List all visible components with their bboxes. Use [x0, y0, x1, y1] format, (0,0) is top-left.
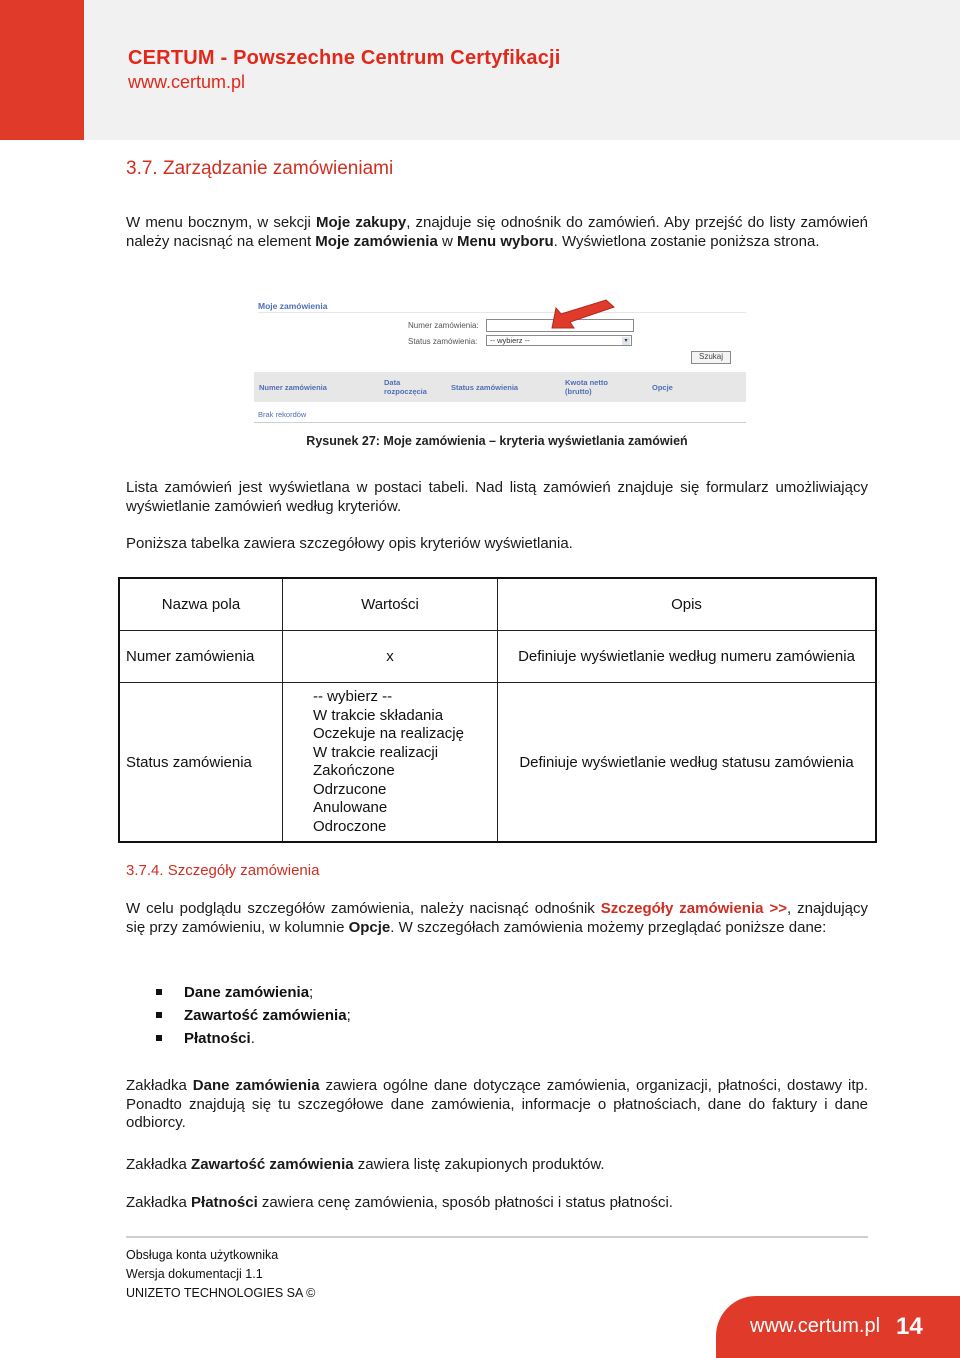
figure-divider: [258, 312, 746, 313]
footer-doc-title: Obsługa konta użytkownika: [126, 1248, 279, 1262]
status-select-value: -- wybierz --: [490, 336, 530, 345]
value-item: W trakcie realizacji: [313, 743, 439, 761]
header-band: [0, 0, 960, 140]
intro-paragraph: W menu bocznym, w sekcji Moje zakupy, znajduje się odnośnik do zamówień. Aby przejść do listy zamówień należy nacisnąć na element Moje zamówienia w Menu wyboru. Wyświetlona zostanie poniższa strona.: [126, 214, 869, 250]
subsection-title: 3.7.4. Szczegóły zamówienia: [126, 862, 320, 879]
col-start-date[interactable]: Data rozpoczęcia: [384, 378, 427, 396]
order-content-paragraph: Zakładka Zawartość zamówienia zawiera listę zakupionych produktów.: [126, 1156, 605, 1173]
col-options: Opcje: [652, 383, 673, 392]
footer-version: Wersja dokumentacji 1.1: [126, 1267, 263, 1281]
bullet-square-icon: [156, 989, 162, 995]
header-red-accent: [0, 0, 84, 140]
value-item: Anulowane: [313, 799, 388, 816]
header-field-name: Nazwa pola: [119, 578, 283, 631]
no-records-text: Brak rekordów: [258, 410, 307, 419]
search-button[interactable]: Szukaj: [691, 351, 731, 364]
figure-table-header: [254, 372, 746, 402]
table-header-row: [119, 578, 876, 631]
value-item: Oczekuje na realizację: [313, 725, 464, 742]
chevron-down-icon: ▾: [622, 337, 630, 345]
table-intro-paragraph: Poniższa tabelka zawiera szczegółowy opis kryteriów wyświetlania.: [126, 535, 573, 552]
value-item: Odrzucone: [313, 780, 387, 798]
order-data-paragraph: Zakładka Dane zamówienia zawiera ogólne dane dotyczące zamówienia, organizacji, płatności, dostawy itp. Ponadto znajdują się tu szczegółowe dane zamówienia, informacje o płatnościach, dane do faktury i dane odbiorcy.: [126, 1077, 868, 1131]
order-status-select[interactable]: [486, 335, 632, 346]
arrow-pointer-icon: [546, 298, 618, 330]
description-cell: Definiuje wyświetlanie według statusu zamówienia: [498, 683, 877, 843]
bullet-square-icon: [156, 1012, 162, 1018]
orders-screenshot: [250, 298, 746, 428]
order-details-link[interactable]: Szczegóły zamówienia >>: [600, 900, 787, 917]
criteria-table: [118, 577, 877, 843]
figure-bottom-line: [254, 422, 746, 423]
order-status-label: Status zamówienia:: [408, 337, 478, 346]
table-row: [119, 683, 876, 843]
value-item: Zakończone: [313, 762, 395, 779]
value-item: -- wybierz --: [313, 688, 393, 705]
figure-caption: Rysunek 27: Moje zamówienia – kryteria wyświetlania zamówień: [306, 434, 688, 448]
order-number-label: Numer zamówienia:: [408, 321, 479, 330]
brand-url[interactable]: www.certum.pl: [128, 72, 246, 92]
table-row: [119, 631, 876, 683]
payments-paragraph: Zakładka Płatności zawiera cenę zamówienia, sposób płatności i status płatności.: [126, 1194, 673, 1211]
figure-title: Moje zamówienia: [258, 301, 328, 311]
brand-title: CERTUM - Powszechne Centrum Certyfikacji: [128, 47, 561, 69]
footer-url[interactable]: www.certum.pl: [750, 1315, 881, 1337]
values-cell: x: [283, 631, 498, 683]
value-item: Odroczone: [313, 817, 387, 835]
bullet-square-icon: [156, 1035, 162, 1041]
value-item: W trakcie składania: [313, 706, 444, 724]
details-paragraph: W celu podglądu szczegółów zamówienia, należy nacisnąć odnośnik Szczegóły zamówienia >>, znajdujący się przy zamówieniu, w kolumnie Opcje. W szczegółach zamówienia możemy przeglądać poniższe dane:: [126, 900, 868, 936]
header-values: Wartości: [283, 578, 498, 631]
list-paragraph: Lista zamówień jest wyświetlana w postaci tabeli. Nad listą zamówień znajduje się formularz umożliwiający wyświetlanie zamówień według kryteriów.: [126, 479, 868, 515]
page-number: 14: [896, 1313, 923, 1340]
field-name-cell: Numer zamówienia: [119, 631, 283, 683]
field-name-cell: Status zamówienia: [119, 683, 283, 843]
col-net-amount[interactable]: Kwota netto (brutto): [565, 378, 608, 396]
footer-company: UNIZETO TECHNOLOGIES SA ©: [126, 1286, 316, 1300]
header-description: Opis: [498, 578, 877, 631]
footer-rule: [126, 1236, 868, 1238]
col-order-status[interactable]: Status zamówienia: [451, 383, 519, 392]
values-cell: [283, 683, 498, 843]
description-cell: Definiuje wyświetlanie według numeru zamówienia: [498, 631, 877, 683]
col-order-number[interactable]: Numer zamówienia: [259, 383, 327, 392]
section-title: 3.7. Zarządzanie zamówieniami: [126, 158, 394, 179]
